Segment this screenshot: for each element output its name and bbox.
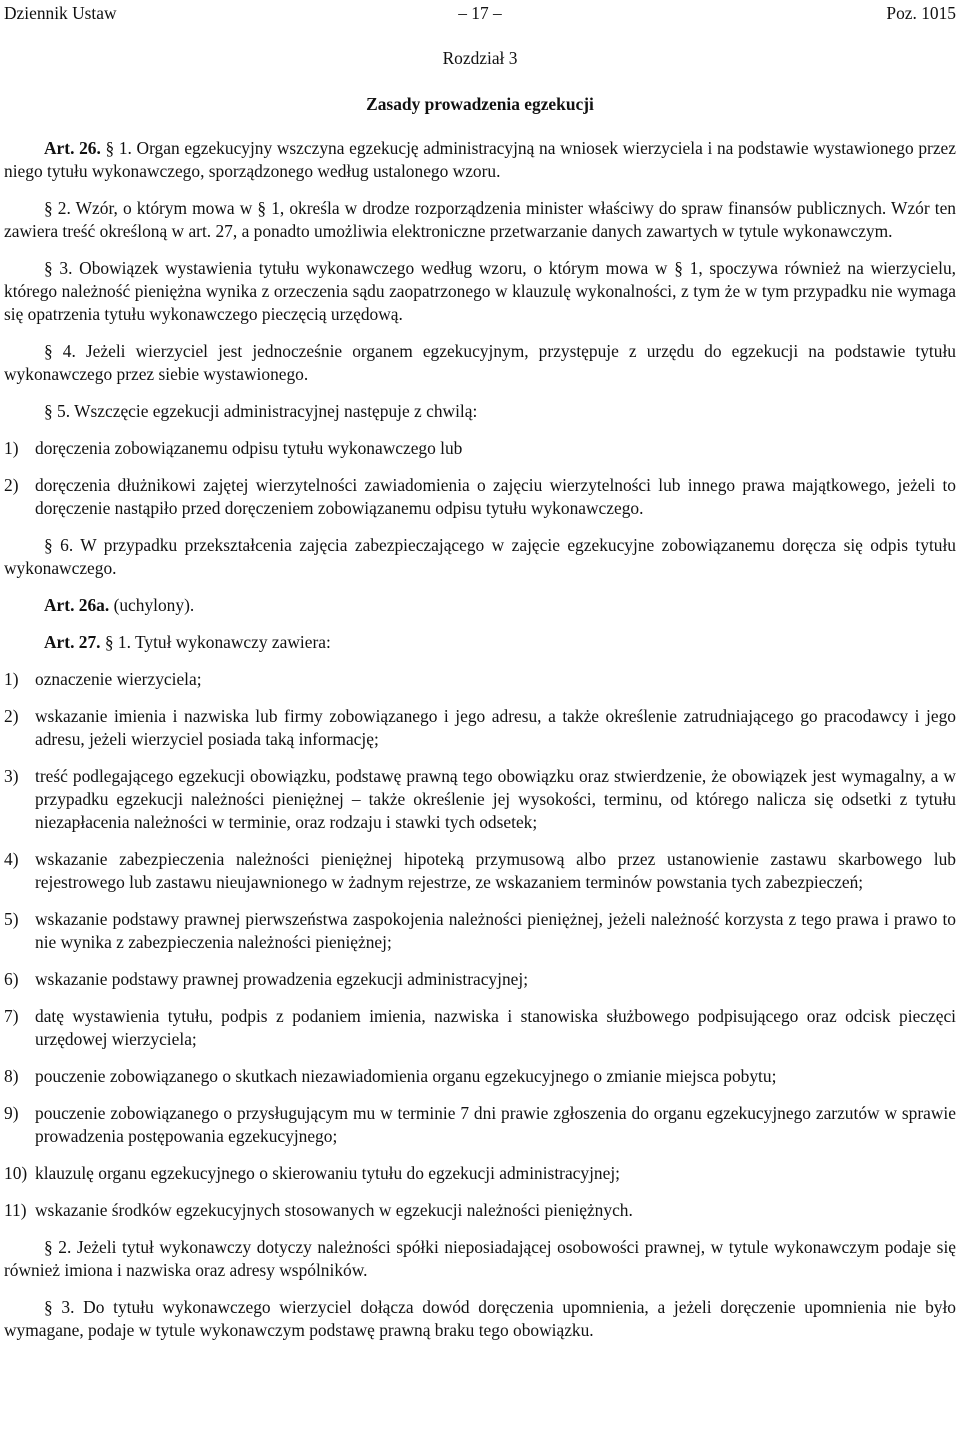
list-item-text: doręczenia zobowiązanemu odpisu tytułu wykonawczego lub [35,438,463,458]
list-item-number: 10) [4,1163,28,1183]
journal-name: Dziennik Ustaw [4,3,117,23]
list-item-number: 5) [4,909,19,929]
art27-par1 [4,631,956,654]
art26-label: Art. 26. [44,138,101,158]
art26-par1-text: § 1. Organ egzekucyjny wszczyna egzekucję administracyjną na wniosek wierzyciela i na podstawie wystawionego przez niego tytułu wykonawczego, sporządzonego według ustalonego wzoru. [4,138,956,181]
list-item-text: datę wystawienia tytułu, podpis z podaniem imienia, nazwiska i stanowiska służbowego podpisującego oraz odcisk pieczęci urzędowej wierzyciela; [35,1006,956,1049]
art27-par1-intro: § 1. Tytuł wykonawczy zawiera: [104,632,331,652]
list-item-number: 3) [4,766,19,786]
page-number: – 17 – [458,3,502,23]
list-item [4,474,956,520]
art26-par4: § 4. Jeżeli wierzyciel jest jednocześnie organem egzekucyjnym, przystępuje z urzędu do egzekucji na podstawie tytułu wykonawczego przez siebie wystawionego. [4,341,956,384]
art27-par3: § 3. Do tytułu wykonawczego wierzyciel dołącza dowód doręczenia upomnienia, a jeżeli doręczenie upomnienia nie było wymagane, podaje w tytule wykonawczym podstawę prawną braku tego obowiązku. [4,1297,956,1340]
art26a [4,594,956,617]
list-item-number: 7) [4,1006,19,1026]
list-item-text: doręczenia dłużnikowi zajętej wierzytelności zawiadomienia o zajęciu wierzytelności lub innego prawa majątkowego, jeżeli to doręczenie nastąpiło przed doręczeniem zobowiązanemu odpisu tytułu wykonawczego. [35,475,956,518]
art27-label: Art. 27. [44,632,101,652]
list-item [4,705,956,751]
art26-par1 [4,137,956,183]
art26a-text: (uchylony). [113,595,195,615]
list-item-text: treść podlegającego egzekucji obowiązku, podstawę prawną tego obowiązku oraz stwierdzenie, że obowiązek jest wymagalny, a w przypadku egzekucji należności pieniężnej – także określenie jej wysokości, terminu, od którego nalicza się odsetki z tytułu niezapłacenia należności w terminie, oraz rodzaju i stawki tych odsetek; [35,766,956,832]
list-item-text: wskazanie podstawy prawnej prowadzenia egzekucji administracyjnej; [35,969,529,989]
list-item [4,668,956,691]
list-item-text: klauzulę organu egzekucyjnego o skierowaniu tytułu do egzekucji administracyjnej; [35,1163,620,1183]
art26-par6: § 6. W przypadku przekształcenia zajęcia zabezpieczającego w zajęcie egzekucyjne zobowiązanemu doręcza się odpis tytułu wykonawczego. [4,535,956,578]
list-item-number: 1) [4,669,19,689]
list-item-number: 2) [4,706,19,726]
art26-par3: § 3. Obowiązek wystawienia tytułu wykonawczego według wzoru, o którym mowa w § 1, spoczywa również na wierzycielu, którego należność pieniężna wynika z orzeczenia sądu zaopatrzonego w klauzulę wykonalności, z tym że w tym przypadku nie wymaga się opatrzenia tytułu wykonawczego pieczęcią urzędową. [4,258,956,324]
list-item-number: 1) [4,438,19,458]
chapter-title: Zasady prowadzenia egzekucji [366,94,594,114]
page-header [4,2,956,26]
art27-par2: § 2. Jeżeli tytuł wykonawczy dotyczy należności spółki nieposiadającej osobowości prawnej, w tytule wykonawczym podaje się również imiona i nazwiska oraz adresy wspólników. [4,1237,956,1280]
list-item [4,1005,956,1051]
list-item-number: 2) [4,475,19,495]
list-item [4,968,956,991]
list-item-text: oznaczenie wierzyciela; [35,669,202,689]
art26a-label: Art. 26a. [44,595,110,615]
list-item [4,765,956,834]
list-item-number: 8) [4,1066,19,1086]
list-item-text: pouczenie zobowiązanego o skutkach niezawiadomienia organu egzekucyjnego o zmianie miejsca pobytu; [35,1066,777,1086]
list-item [4,1065,956,1088]
list-item [4,437,956,460]
list-item [4,1102,956,1148]
list-item-text: wskazanie środków egzekucyjnych stosowanych w egzekucji należności pieniężnych. [35,1200,633,1220]
list-item-number: 11) [4,1200,27,1220]
list-item-number: 4) [4,849,19,869]
list-item-number: 6) [4,969,19,989]
list-item [4,908,956,954]
list-item-text: pouczenie zobowiązanego o przysługującym mu w terminie 7 dni prawie zgłoszenia do organu egzekucyjnego zarzutów w sprawie prowadzenia postępowania egzekucyjnego; [35,1103,956,1146]
art26-par5: § 5. Wszczęcie egzekucji administracyjnej następuje z chwilą: [44,401,478,421]
list-item [4,848,956,894]
list-item-number: 9) [4,1103,19,1123]
list-item [4,1199,956,1222]
list-item-text: wskazanie zabezpieczenia należności pieniężnej hipoteką przymusową albo przez ustanowienie zastawu skarbowego lub rejestrowego lub zastawu nieujawnionego w żadnym rejestrze, ze wskazaniem terminów powstania tych zabezpieczeń; [35,849,956,892]
list-item-text: wskazanie podstawy prawnej pierwszeństwa zaspokojenia należności pieniężnej, jeżeli należność korzysta z tego prawa i prawo to nie wynika z zabezpieczenia należności pieniężnej; [35,909,956,952]
document-body [4,137,956,1342]
art26-par2: § 2. Wzór, o którym mowa w § 1, określa w drodze rozporządzenia minister właściwy do spraw finansów publicznych. Wzór ten zawiera treść określoną w art. 27, a ponadto umożliwia elektroniczne przetwarzanie danych zawartych w tytule wykonawczym. [4,198,956,241]
position-number: Poz. 1015 [886,3,956,23]
chapter-label: Rozdział 3 [442,48,518,68]
list-item-text: wskazanie imienia i nazwiska lub firmy zobowiązanego i jego adresu, a także określenie zatrudniającego go pracodawcy i jego adresu, jeżeli wierzyciel posiada taką informację; [35,706,956,749]
list-item [4,1162,956,1185]
